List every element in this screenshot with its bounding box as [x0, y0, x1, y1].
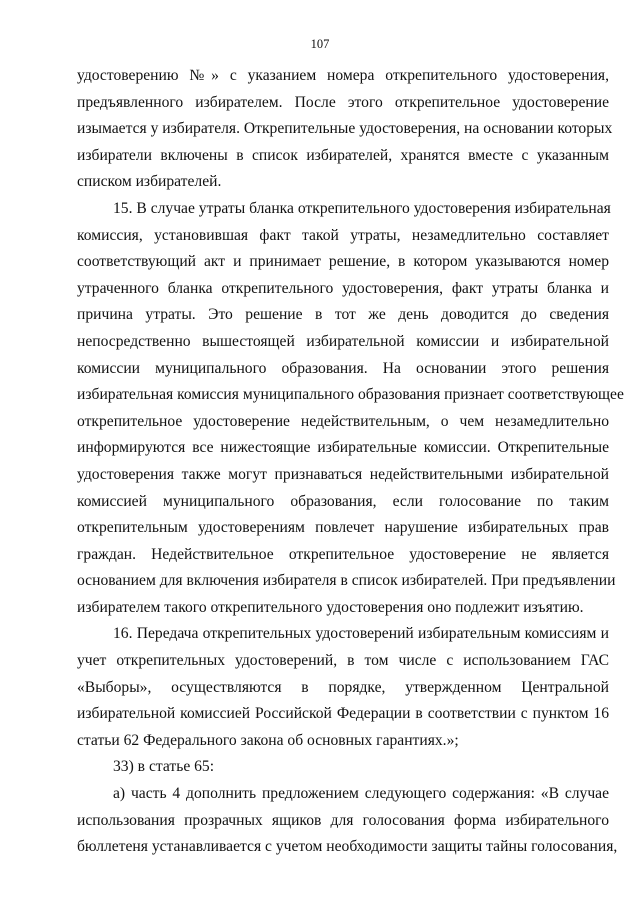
text-line: комиссией муниципального образования, если голосование по таким — [77, 492, 609, 510]
paragraph-item-33 — [77, 754, 609, 781]
text-line: изымается у избирателя. Открепительные удостоверения, на основании которых — [77, 120, 613, 138]
text-line: избирательная комиссия муниципального образования признает соответствующее — [77, 386, 624, 404]
text-line: использования прозрачных ящиков для голосования форма избирательного — [77, 811, 609, 829]
text-line: 16. Передача открепительных удостоверений избирательным комиссиям и — [113, 625, 609, 643]
text-line: а) часть 4 дополнить предложением следующего содержания: «В случае — [113, 785, 609, 803]
paragraph-item-15 — [77, 196, 624, 622]
text-line: граждан. Недействительное открепительное удостоверение не является — [77, 545, 609, 563]
text-line: удостоверению №» с указанием номера открепительного удостоверения, — [77, 67, 609, 84]
paragraph-item-16 — [77, 621, 609, 754]
text-line: непосредственно вышестоящей избирательной комиссии и избирательной — [77, 332, 609, 350]
text-line: учет открепительных удостоверений, в том числе с использованием ГАС — [77, 652, 609, 670]
paragraph-subitem-a — [77, 781, 618, 861]
text-line: причина утраты. Это решение в тот же день доводится до сведения — [77, 306, 609, 324]
text-line: комиссии муниципального образования. На основании этого решения — [77, 359, 609, 377]
text-line: списком избирателей. — [77, 173, 222, 191]
text-line: предъявленного избирателем. После этого открепительное удостоверение — [77, 93, 609, 111]
text-line: открепительное удостоверение недействительным, о чем незамедлительно — [77, 412, 609, 430]
text-line: статьи 62 Федерального закона об основных гарантиях.»; — [77, 731, 459, 749]
document-body — [77, 63, 624, 861]
text-line: избирателем такого открепительного удостоверения оно подлежит изъятию. — [77, 598, 584, 616]
text-line: удостоверения также могут признаваться недействительными избирательной — [77, 465, 609, 483]
page-number: 107 — [310, 37, 330, 51]
text-line: 33) в статье 65: — [113, 758, 215, 776]
text-line: открепительным удостоверениям повлечет нарушение избирательных прав — [77, 519, 609, 537]
text-line: 15. В случае утраты бланка открепительного удостоверения избирательная — [113, 199, 611, 217]
text-line: комиссия, установившая факт такой утраты, незамедлительно составляет — [77, 226, 609, 244]
paragraph-continuation-14 — [77, 63, 613, 196]
text-line: основанием для включения избирателя в список избирателей. При предъявлении — [77, 572, 616, 590]
text-line: «Выборы», осуществляются в порядке, утвержденном Центральной — [77, 678, 609, 696]
text-line: информируются все нижестоящие избирательные комиссии. Открепительные — [77, 439, 609, 457]
text-line: избирательной комиссией Российской Федерации в соответствии с пунктом 16 — [77, 705, 609, 723]
text-line: бюллетеня устанавливается с учетом необходимости защиты тайны голосования, — [77, 838, 618, 856]
text-line: утраченного бланка открепительного удостоверения, факт утраты бланка и — [77, 279, 609, 297]
text-line: соответствующий акт и принимает решение, в котором указываются номер — [77, 253, 609, 271]
text-line: избиратели включены в список избирателей, хранятся вместе с указанным — [77, 146, 609, 164]
